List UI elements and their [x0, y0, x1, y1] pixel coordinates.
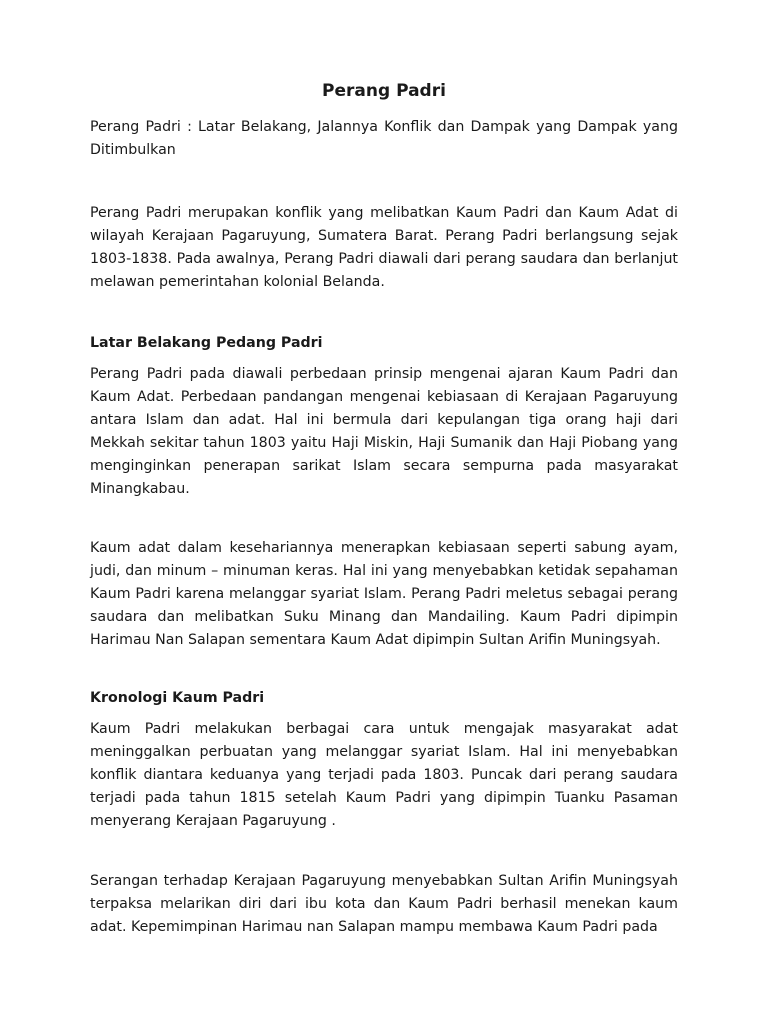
document-title: Perang Padri [322, 81, 446, 101]
section1-paragraph-1: Perang Padri pada diawali perbedaan prinsip mengenai ajaran Kaum Padri dan Kaum Adat. Perbedaan pandangan mengenai kebiasaan di Kerajaan Pagaruyung antara Islam dan adat. Hal ini bermula dari kepulangan tiga orang haji dari Mekkah sekitar tahun 1803 yaitu Haji Miskin, Haji Sumanik dan Haji Piobang yang menginginkan penerapan sarikat Islam secara sempurna pada masyarakat Minangkabau. [90, 366, 678, 497]
section-heading-kronologi: Kronologi Kaum Padri [90, 690, 265, 706]
section2-paragraph-1: Kaum Padri melakukan berbagai cara untuk mengajak masyarakat adat meninggalkan perbuatan yang melanggar syariat Islam. Hal ini menyebabkan konflik diantara keduanya yang terjadi pada 1803. Puncak dari perang saudara terjadi pada tahun 1815 setelah Kaum Padri yang dipimpin Tuanku Pasaman menyerang Kerajaan Pagaruyung . [90, 721, 678, 829]
intro-paragraph: Perang Padri merupakan konflik yang melibatkan Kaum Padri dan Kaum Adat di wilayah Kerajaan Pagaruyung, Sumatera Barat. Perang Padri berlangsung sejak 1803-1838. Pada awalnya, Perang Padri diawali dari perang saudara dan berlanjut melawan pemerintahan kolonial Belanda. [90, 205, 678, 290]
section2-paragraph-2: Serangan terhadap Kerajaan Pagaruyung menyebabkan Sultan Arifin Muningsyah terpaksa melarikan diri dari ibu kota dan Kaum Padri berhasil menekan kaum adat. Kepemimpinan Harimau nan Salapan mampu membawa Kaum Padri pada [90, 873, 678, 935]
section-heading-latar-belakang: Latar Belakang Pedang Padri [90, 335, 323, 351]
document-subtitle: Perang Padri : Latar Belakang, Jalannya Konflik dan Dampak yang Dampak yang Ditimbulkan [90, 119, 678, 158]
section1-paragraph-2: Kaum adat dalam kesehariannya menerapkan kebiasaan seperti sabung ayam, judi, dan minum – minuman keras. Hal ini yang menyebabkan ketidak sepahaman Kaum Padri karena melanggar syariat Islam. Perang Padri meletus sebagai perang saudara dan melibatkan Suku Minang dan Mandailing. Kaum Padri dipimpin Harimau Nan Salapan sementara Kaum Adat dipimpin Sultan Arifin Muningsyah. [90, 540, 678, 648]
